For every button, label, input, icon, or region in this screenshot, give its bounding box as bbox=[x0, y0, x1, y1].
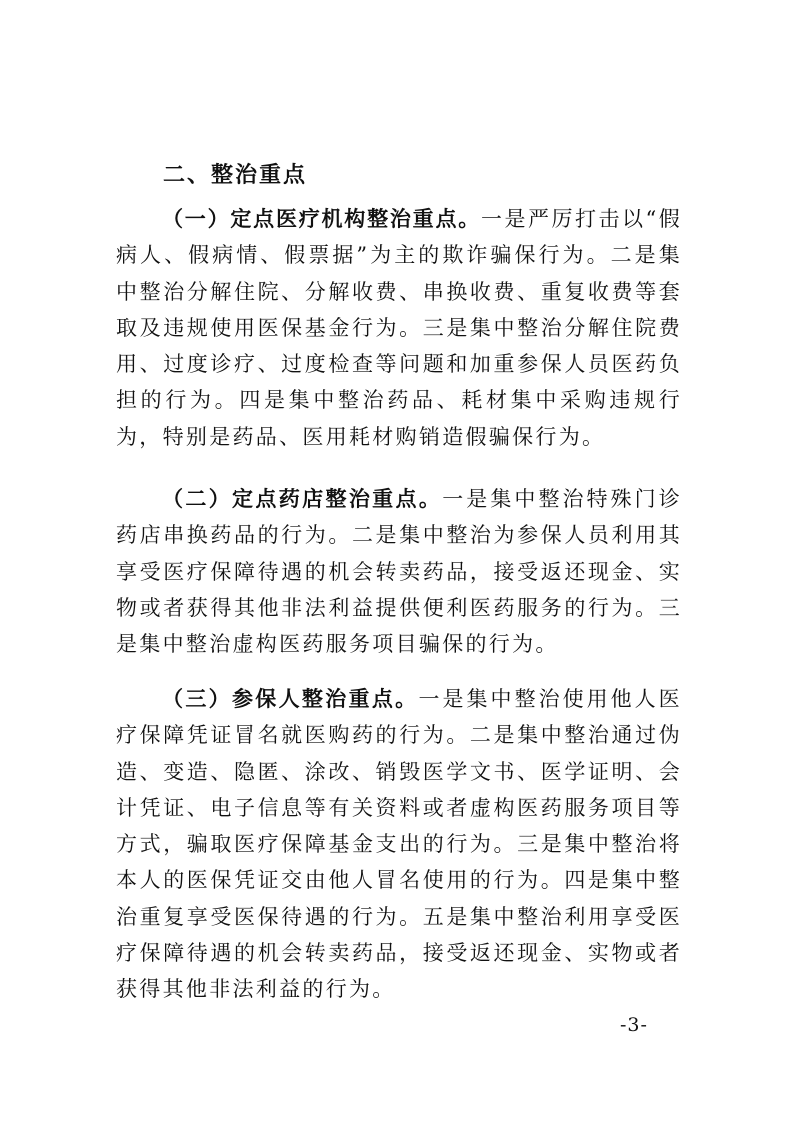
paragraph-medical-institutions bbox=[116, 201, 682, 455]
paragraph-pharmacies bbox=[116, 481, 682, 662]
paragraph-lead: （一）定点医疗机构整治重点。 bbox=[162, 207, 482, 231]
paragraph-lead: （二）定点药店整治重点。 bbox=[162, 487, 443, 511]
paragraph-body: 一是严厉打击以“假病人、假病情、假票据”为主的欺诈骗保行为。二是集中整治分解住院、分解收费、串换收费、重复收费等套取及违规使用医保基金行为。三是集中整治分解住院费用、过度诊疗、过度检查等问题和加重参保人员医药负担的行为。四是集中整治药品、耗材集中采购违规行为，特别是药品、医用耗材购销造假骗保行为。 bbox=[116, 207, 682, 449]
paragraph-insured-persons bbox=[116, 681, 682, 1008]
page-number: -3- bbox=[620, 1014, 648, 1036]
paragraph-lead: （三）参保人整治重点。 bbox=[162, 687, 419, 711]
paragraph-body: 一是集中整治特殊门诊药店串换药品的行为。二是集中整治为参保人员利用其享受医疗保障待遇的机会转卖药品，接受返还现金、实物或者获得其他非法利益提供便利医药服务的行为。三是集中整治虚构医药服务项目骗保的行为。 bbox=[116, 487, 683, 657]
section-heading: 二、整治重点 bbox=[163, 163, 308, 188]
paragraph-body: 一是集中整治使用他人医疗保障凭证冒名就医购药的行为。二是集中整治通过伪造、变造、隐匿、涂改、销毁医学文书、医学证明、会计凭证、电子信息等有关资料或者虚构医药服务项目等方式，骗取医疗保障基金支出的行为。三是集中整治将本人的医保凭证交由他人冒名使用的行为。四是集中整治重复享受医保待遇的行为。五是集中整治利用享受医疗保障待遇的机会转卖药品，接受返还现金、实物或者获得其他非法利益的行为。 bbox=[116, 687, 682, 1002]
